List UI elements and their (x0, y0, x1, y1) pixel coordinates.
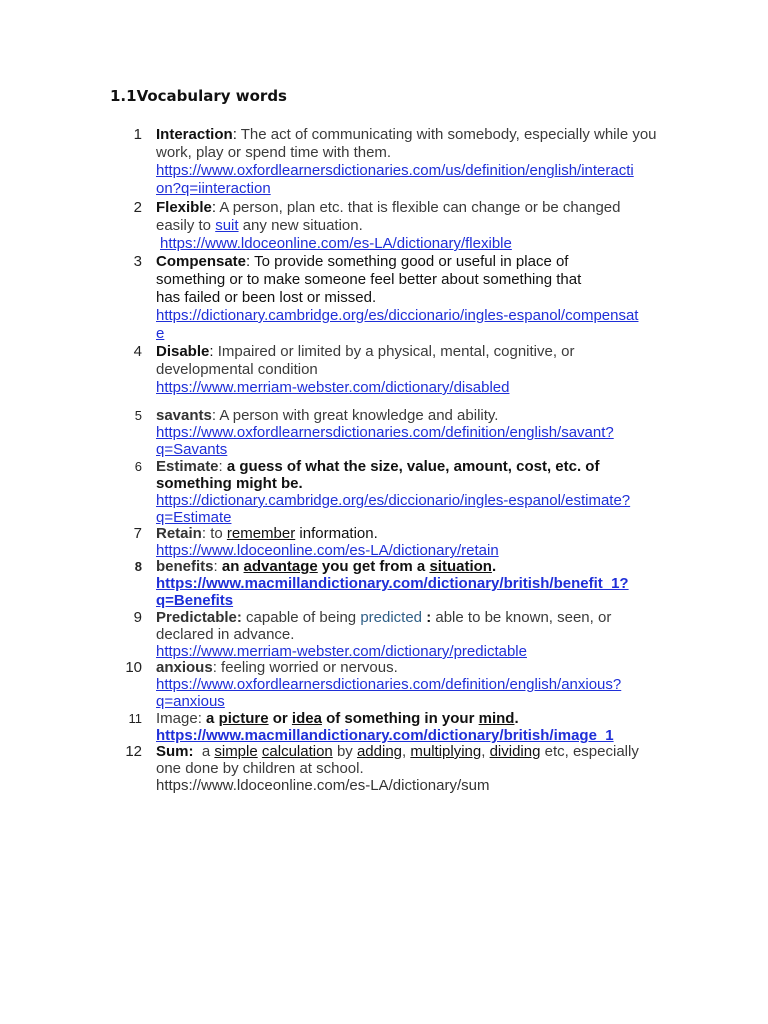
definition: an (221, 558, 244, 575)
vocab-word: Estimate (156, 458, 219, 475)
item-body (156, 609, 661, 660)
separator: : (211, 199, 220, 216)
item-number: 6 (134, 459, 142, 474)
definition-line-1: Impaired or limited by a physical, mental, cognitive, or (217, 343, 575, 360)
item-number: 3 (133, 253, 142, 270)
definition-comma-2: , (481, 743, 490, 760)
item-number: 9 (133, 609, 142, 626)
item-body (156, 407, 661, 458)
definition: a (206, 710, 219, 727)
definition: a (193, 743, 215, 760)
definition: to (210, 525, 227, 542)
dictionary-link[interactable]: https://dictionary.cambridge.org/es/diccionario/ingles-espanol/compensat (156, 307, 639, 324)
dictionary-link[interactable]: https://www.ldoceonline.com/es-LA/dictionary/retain (156, 542, 499, 559)
definition: A person, plan etc. that is flexible can change or be changed easily to (156, 199, 621, 234)
definition: The act of communicating with somebody, especially while you work, play or spend time with them. (156, 126, 657, 161)
definition-term-mind: mind (478, 710, 515, 727)
definition-middle-2: of something in your (321, 710, 479, 727)
item-number: 5 (134, 408, 142, 423)
dictionary-link[interactable]: https://www.merriam-webster.com/dictionary/predictable (156, 643, 527, 660)
vocab-word: Sum: (156, 743, 194, 760)
item-body (156, 710, 661, 744)
item-body (156, 525, 661, 559)
definition-term-adding: adding (356, 743, 403, 760)
dictionary-link-continued[interactable]: q=anxious (156, 693, 225, 710)
dictionary-link[interactable]: https://www.ldoceonline.com/es-LA/dictionary/flexible (160, 235, 512, 252)
definition-line-2: something might be. (156, 475, 303, 492)
definition: capable of being (241, 609, 361, 626)
item-number: 2 (133, 199, 142, 216)
definition-term-picture: picture (218, 710, 269, 727)
definition-line-1: To provide something good or useful in place of (254, 253, 569, 270)
definition-middle: you get from a (317, 558, 430, 575)
dictionary-link[interactable]: https://www.oxfordlearnersdictionaries.com/definition/english/savant? (156, 424, 614, 441)
separator: : (246, 253, 255, 270)
definition-comma-1: , (402, 743, 411, 760)
vocab-word: Interaction (156, 126, 233, 143)
dictionary-link-continued[interactable]: q=Benefits (156, 592, 234, 609)
dictionary-link[interactable]: https://www.oxfordlearnersdictionaries.com/definition/english/anxious? (156, 676, 622, 693)
vocab-word: Image (156, 710, 198, 727)
definition-part-2: able to be known, seen, or (431, 609, 612, 626)
vocab-word: Flexible (156, 199, 212, 216)
definition-term-predicted: predicted (360, 609, 423, 626)
definition-term-simple: simple (214, 743, 258, 760)
vocab-word: Retain (156, 525, 202, 542)
item-body (156, 458, 661, 526)
definition-term-idea: idea (291, 710, 322, 727)
separator: : (232, 126, 241, 143)
dictionary-link[interactable]: https://www.macmillandictionary.com/dictionary/british/benefit_1? (156, 575, 629, 592)
separator: : (209, 343, 218, 360)
item-body (156, 558, 661, 609)
dictionary-link[interactable]: https://dictionary.cambridge.org/es/diccionario/ingles-espanol/estimate? (156, 492, 631, 509)
definition-line-2: declared in advance. (156, 626, 295, 643)
definition: feeling worried or nervous. (221, 659, 398, 676)
definition-term-dividing: dividing (489, 743, 541, 760)
item-number: 10 (125, 659, 142, 676)
definition-line-1: a guess of what the size, value, amount, cost, etc. of (226, 458, 600, 475)
definition-end: etc, especially (540, 743, 639, 760)
item-body (156, 253, 661, 343)
vocab-word: Predictable: (156, 609, 242, 626)
item-number: 1 (133, 126, 142, 143)
vocab-word: anxious (156, 659, 213, 676)
definition-line-2: one done by children at school. (156, 760, 364, 777)
definition-link-suit[interactable]: suit (215, 217, 239, 234)
definition-term-multiplying: multiplying (410, 743, 482, 760)
separator: : (213, 558, 222, 575)
dictionary-link-continued[interactable]: q=Estimate (156, 509, 232, 526)
dictionary-link[interactable]: https://www.macmillandictionary.com/dictionary/british/image_1 (156, 727, 614, 744)
dictionary-link-continued[interactable]: on?q=iinteraction (156, 180, 271, 197)
dictionary-link[interactable]: https://www.merriam-webster.com/dictionary/disabled (156, 379, 510, 396)
definition-term-remember: remember (226, 525, 296, 542)
dictionary-link-continued[interactable]: e (156, 325, 165, 342)
separator: : (201, 525, 211, 542)
vocab-word: Disable (156, 343, 210, 360)
item-number: 12 (125, 743, 142, 760)
item-number: 11 (128, 711, 142, 726)
definition-term-situation: situation (429, 558, 492, 575)
vocab-word: benefits (156, 558, 214, 575)
vocab-word: savants (156, 407, 212, 424)
definition-term-calculation: calculation (261, 743, 333, 760)
definition: A person with great knowledge and ability. (219, 407, 499, 424)
definition-by: by (332, 743, 357, 760)
separator: : (212, 659, 222, 676)
definition-line-2: developmental condition (156, 361, 318, 378)
definition-end: any new situation. (238, 217, 363, 234)
item-number: 7 (133, 525, 142, 542)
item-body (156, 659, 661, 710)
page-title: 1.1Vocabulary words (110, 87, 287, 105)
item-body (156, 743, 661, 794)
dictionary-url-text: https://www.ldoceonline.com/es-LA/dictionary/sum (156, 777, 490, 794)
item-number: 4 (133, 343, 142, 360)
item-number: 8 (134, 559, 142, 574)
separator: : (197, 710, 207, 727)
definition-term-advantage: advantage (243, 558, 318, 575)
definition-end: information. (295, 525, 378, 542)
item-body (156, 126, 661, 198)
definition-middle: or (268, 710, 292, 727)
definition-end: . (514, 710, 519, 727)
separator: : (218, 458, 227, 475)
dictionary-link[interactable]: https://www.oxfordlearnersdictionaries.com/us/definition/english/interacti (156, 162, 634, 179)
definition-end: . (491, 558, 497, 575)
separator: : (211, 407, 220, 424)
definition-colon: : (422, 609, 432, 626)
vocab-word: Compensate (156, 253, 247, 270)
definition-line-3: has failed or been lost or missed. (156, 289, 377, 306)
definition-line-2: something or to make someone feel better about something that (156, 271, 582, 288)
item-body (156, 199, 661, 253)
item-body (156, 343, 661, 397)
dictionary-link-continued[interactable]: q=Savants (156, 441, 228, 458)
